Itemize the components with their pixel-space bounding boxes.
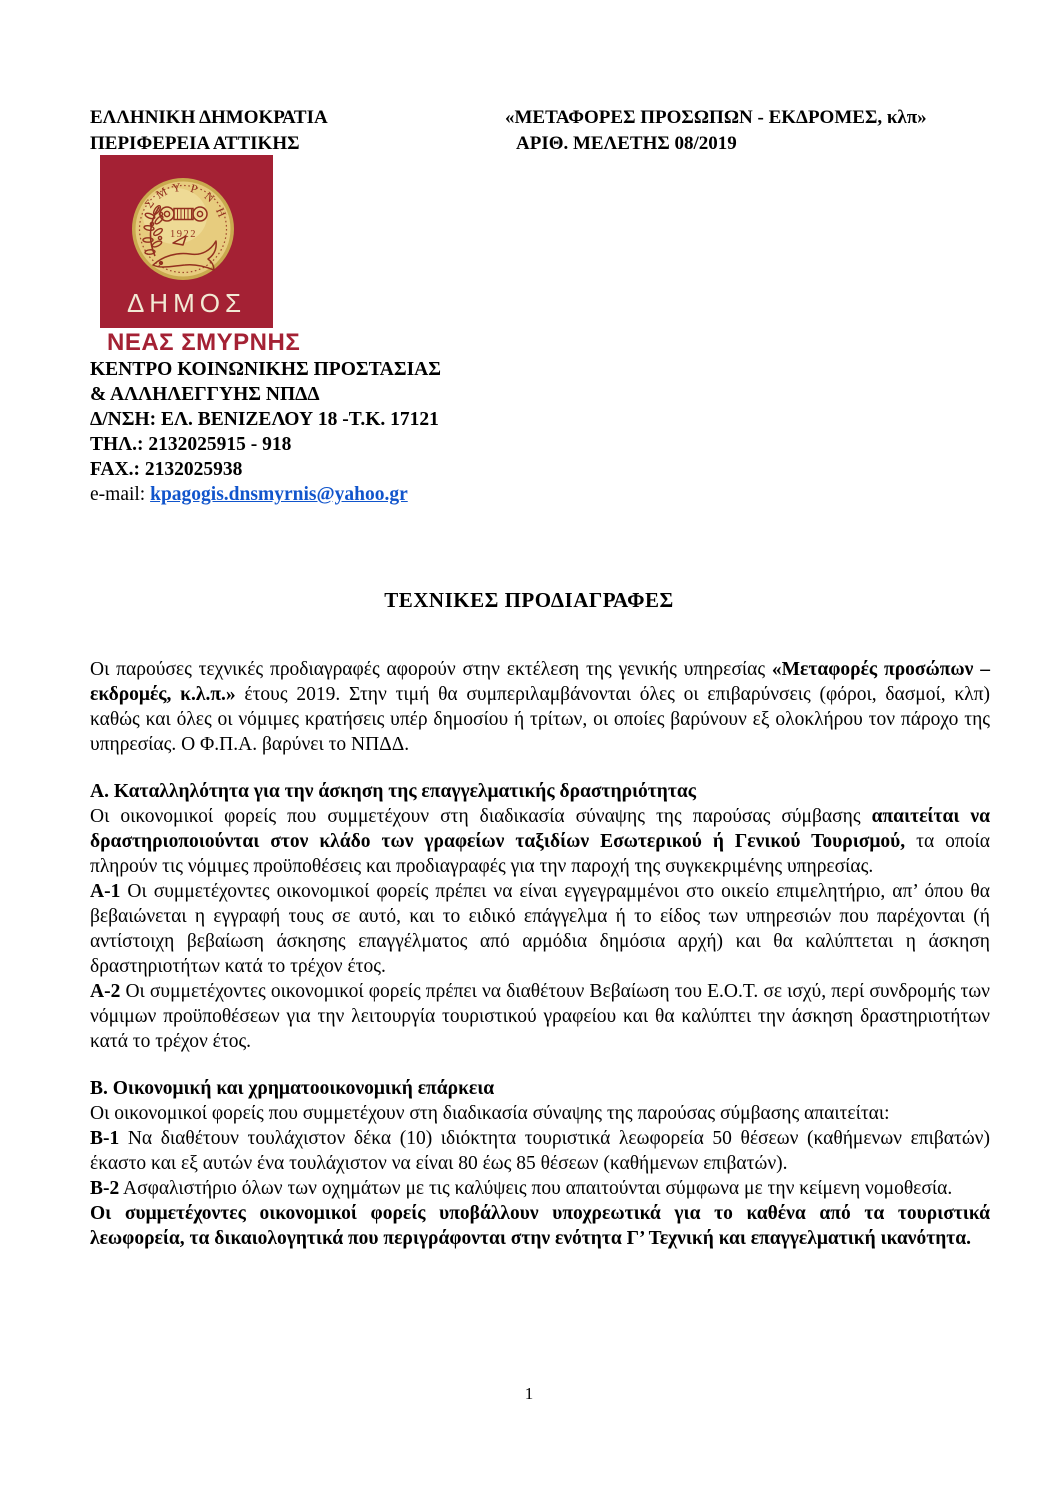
svg-text:Σ: Σ <box>141 196 158 211</box>
clause-a2-label: Α-2 <box>90 981 121 1002</box>
header-republic: ΕΛΛΗΝΙΚΗ ΔΗΜΟΚΡΑΤΙΑ <box>90 107 328 128</box>
svg-text:Η: Η <box>212 205 230 220</box>
clause-a2-text: Οι συμμετέχοντες οικονομικοί φορείς πρέπει να διαθέτουν Βεβαίωση του Ε.Ο.Τ. σε ισχύ, περί συνδρομής των νόμιμων προϋποθέσεων για την λειτουργία τουριστικού γραφείου και θα καλύπτει την άσκηση δραστηριοτήτων κατά το τρέχον έτος. <box>90 981 990 1052</box>
org-address: Δ/ΝΣΗ: ΕΛ. ΒΕΝΙΖΕΛΟΥ 18 -Τ.Κ. 17121 <box>90 409 439 430</box>
clause-b2 <box>90 1176 990 1201</box>
email-line <box>90 482 441 507</box>
header-right <box>505 105 927 157</box>
svg-text:Μ: Μ <box>153 184 170 202</box>
section-a-heading: Α. Καταλληλότητα για την άσκηση της επαγγελματικής δραστηριότητας <box>90 781 696 802</box>
header-study-number: ΑΡΙΘ. ΜΕΛΕΤΗΣ 08/2019 <box>516 133 737 154</box>
clause-b2-text: Ασφαλιστήριο όλων των οχημάτων με τις καλύψεις που απαιτούνται σύμφωνα με την κείμενη νομοθεσία. <box>119 1178 953 1199</box>
header-region: ΠΕΡΙΦΕΡΕΙΑ ΑΤΤΙΚΗΣ <box>90 133 300 154</box>
clause-b2-label: Β-2 <box>90 1178 120 1199</box>
intro-run-1: Οι παρούσες τεχνικές προδιαγραφές αφορούν στην εκτέλεση της γενικής υπηρεσίας <box>90 659 772 680</box>
municipality-logo <box>100 155 273 328</box>
section-b-paragraph: Οι οικονομικοί φορείς που συμμετέχουν στη διαδικασία σύναψης της παρούσας σύμβασης απαιτείται: <box>90 1103 890 1124</box>
org-name-line2: & ΑΛΛΗΛΕΓΓΥΗΣ ΝΠΔΔ <box>90 384 320 405</box>
clause-a1-text: Οι συμμετέχοντες οικονομικοί φορείς πρέπει να είναι εγγεγραμμένοι στο οικείο επιμελητήριο, απ’ όπου θα βεβαιώνεται η εγγραφή τους σε αυτό, και το ειδικό επάγγελμα ή το είδος των υπηρεσιών που παρέχονται (ή αντίστοιχη βεβαίωση άσκησης επαγγέλματος από αρμόδια δημόσια αρχή) και θα καλύπτεται η άσκηση δραστηριοτήτων κατά το τρέχον έτος. <box>90 881 990 977</box>
municipal-seal-icon <box>130 176 236 282</box>
intro-run-2: «Μεταφορές προσώπων – εκδρομές, κ.λ.π.» <box>90 659 990 705</box>
section-a-paragraph <box>90 804 990 879</box>
intro-run-3: έτους 2019. Στην τιμή θα συμπεριλαμβάνονται όλες οι επιβαρύνσεις (φόροι, δασμοί, κλπ) καθώς και όλες οι νόμιμες κρατήσεις υπέρ δημοσίου ή τρίτων, οι οποίες βαρύνουν εξ ολοκλήρου τον πάροχο της υπηρεσίας. Ο Φ.Π.Α. βαρύνει το ΝΠΔΔ. <box>90 684 990 755</box>
contact-block <box>90 357 441 507</box>
org-phone: ΤΗΛ.: 2132025915 - 918 <box>90 434 292 455</box>
clause-a1-label: Α-1 <box>90 881 121 902</box>
section-gap <box>90 757 990 779</box>
section-gap <box>90 1054 990 1076</box>
municipality-name: ΝΕΑΣ ΣΜΥΡΝΗΣ <box>107 329 301 356</box>
intro-paragraph <box>90 657 990 757</box>
svg-text:Ν: Ν <box>201 188 218 206</box>
org-fax: FAX.: 2132025938 <box>90 459 243 480</box>
coin-year: 1922 <box>170 229 197 240</box>
document-title: ΤΕΧΝΙΚΕΣ ΠΡΟΔΙΑΓΡΑΦΕΣ <box>384 588 674 612</box>
org-name-line1: ΚΕΝΤΡΟ ΚΟΙΝΩΝΙΚΗΣ ΠΡΟΣΤΑΣΙΑΣ <box>90 359 441 380</box>
clause-a2 <box>90 979 990 1054</box>
header-left <box>90 105 328 157</box>
section-b-heading: Β. Οικονομική και χρηματοοικονομική επάρκεια <box>90 1078 495 1099</box>
email-link[interactable]: kpagogis.dnsmyrnis@yahoo.gr <box>150 484 408 505</box>
page-number: 1 <box>524 1384 534 1403</box>
clause-a1 <box>90 879 990 979</box>
clause-b1-label: Β-1 <box>90 1128 120 1149</box>
svg-text:Ρ: Ρ <box>188 181 200 197</box>
document-body <box>90 657 990 1251</box>
section-a-run-3: τα οποία πληρούν τις νόμιμες προϋποθέσεις και προδιαγραφές για την παροχή της συγκεκριμένης υπηρεσίας. <box>90 831 990 877</box>
section-a-run-2: απαιτείται να δραστηριοποιούνται στον κλάδο των γραφείων ταξιδίων Εσωτερικού ή Γενικού Τουρισμού, <box>90 806 991 852</box>
clause-b1-text: Να διαθέτουν τουλάχιστον δέκα (10) ιδιόκτητα τουριστικά λεωφορεία 50 θέσεων (καθήμενων επιβατών) έκαστο και εξ αυτών ένα τουλάχιστον να είναι 80 έως 85 θέσεων (καθήμενων επιβατών). <box>90 1128 990 1174</box>
header-project-title: «ΜΕΤΑΦΟΡΕΣ ΠΡΟΣΩΠΩΝ - ΕΚΔΡΟΜΕΣ, κλπ» <box>505 107 927 128</box>
email-label: e-mail: <box>90 484 151 505</box>
closing-paragraph: Οι συμμετέχοντες οικονομικοί φορείς υποβάλλουν υποχρεωτικά για το καθένα από τα τουριστικά λεωφορεία, τα δικαιολογητικά που περιγράφονται στην ενότητα Γ’ Τεχνική και επαγγελματική ικανότητα. <box>90 1203 990 1249</box>
clause-b1 <box>90 1126 990 1176</box>
svg-text:Υ: Υ <box>171 180 182 196</box>
section-a-run-1: Οι οικονομικοί φορείς που συμμετέχουν στη διαδικασία σύναψης της παρούσας σύμβασης <box>90 806 872 827</box>
seal-word: ΔΗΜΟΣ <box>126 288 247 318</box>
